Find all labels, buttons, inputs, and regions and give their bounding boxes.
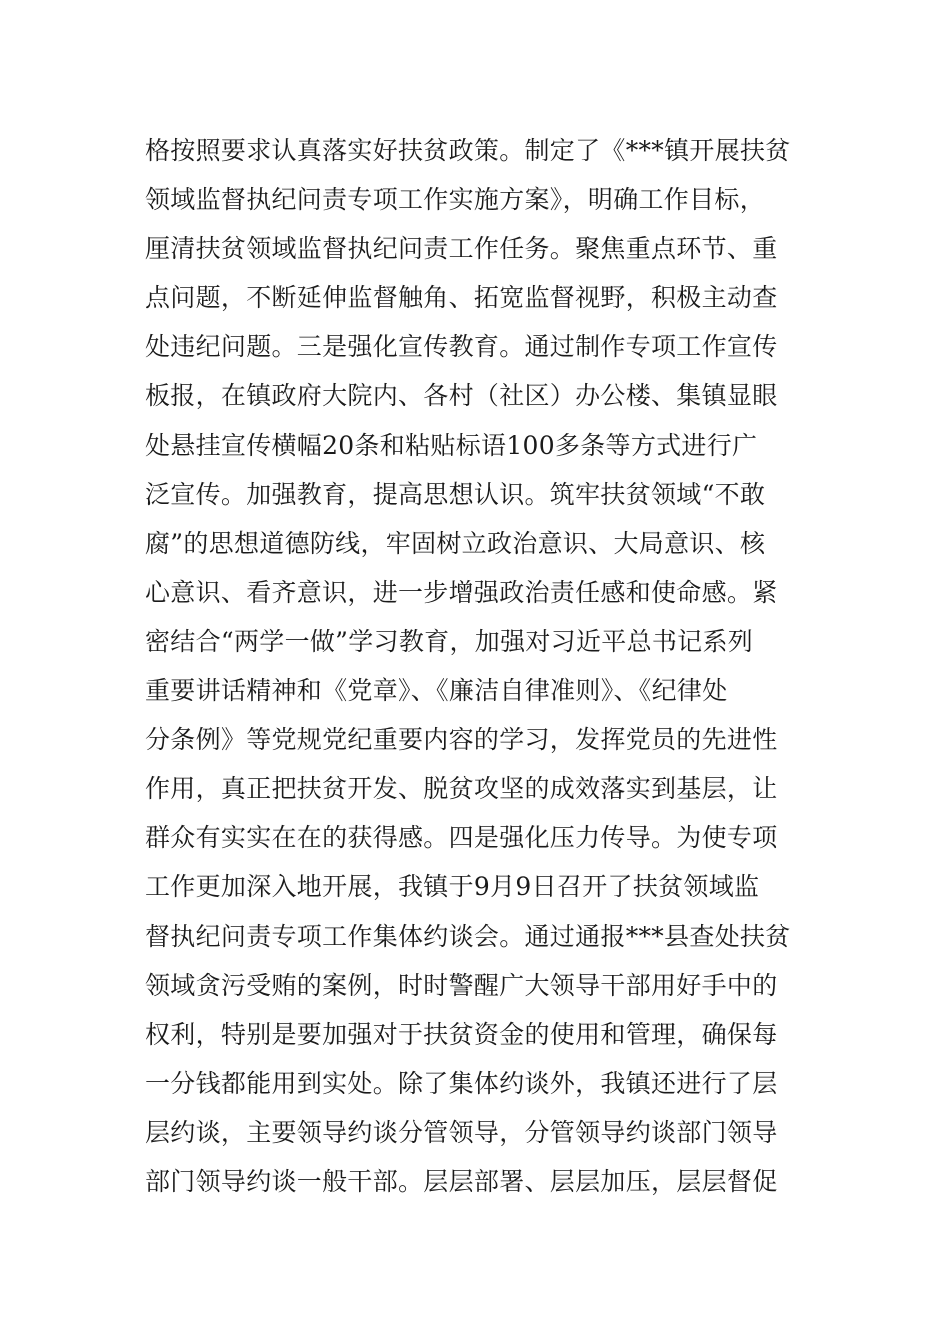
text-line: 腐”的思想道德防线，牢固树立政治意识、大局意识、核	[145, 528, 766, 558]
text-line: 处违纪问题。三是强化宣传教育。通过制作专项工作宣传	[145, 332, 778, 362]
text-line: 权利，特别是要加强对于扶贫资金的使用和管理，确保每	[145, 1019, 778, 1049]
text-line: 作用，真正把扶贫开发、脱贫攻坚的成效落实到基层，让	[145, 774, 778, 804]
body-text	[145, 131, 815, 1211]
text-line: 部门领导约谈一般干部。层层部署、层层加压，层层督促	[145, 1166, 778, 1196]
text-line: 工作更加深入地开展，我镇于9月9日召开了扶贫领域监	[145, 872, 760, 902]
text-line: 层约谈，主要领导约谈分管领导，分管领导约谈部门领导	[145, 1117, 778, 1147]
text-line: 板报，在镇政府大院内、各村（社区）办公楼、集镇显眼	[145, 381, 778, 411]
text-line: 密结合“两学一做”学习教育，加强对习近平总书记系列	[145, 626, 754, 656]
text-line: 点问题，不断延伸监督触角、拓宽监督视野，积极主动查	[145, 283, 778, 313]
text-line: 心意识、看齐意识，进一步增强政治责任感和使命感。紧	[145, 577, 778, 607]
text-line: 领域贪污受贿的案例，时时警醒广大领导干部用好手中的	[145, 970, 778, 1000]
text-line: 分条例》等党规党纪重要内容的学习，发挥党员的先进性	[145, 725, 778, 755]
text-line: 督执纪问责专项工作集体约谈会。通过通报***县查处扶贫	[145, 921, 791, 951]
text-line: 群众有实实在在的获得感。四是强化压力传导。为使专项	[145, 823, 778, 853]
text-line: 领域监督执纪问责专项工作实施方案》，明确工作目标，	[145, 185, 766, 215]
text-line: 重要讲话精神和《党章》、《廉洁自律准则》、《纪律处	[145, 676, 728, 706]
text-line: 格按照要求认真落实好扶贫政策。制定了《***镇开展扶贫	[145, 136, 791, 165]
text-line: 厘清扶贫领域监督执纪问责工作任务。聚焦重点环节、重	[145, 234, 778, 264]
text-line: 泛宣传。加强教育，提高思想认识。筑牢扶贫领域“不敢	[145, 479, 766, 509]
text-line: 处悬挂宣传横幅20条和粘贴标语100多条等方式进行广	[145, 430, 758, 460]
text-line: 一分钱都能用到实处。除了集体约谈外，我镇还进行了层	[145, 1068, 778, 1098]
